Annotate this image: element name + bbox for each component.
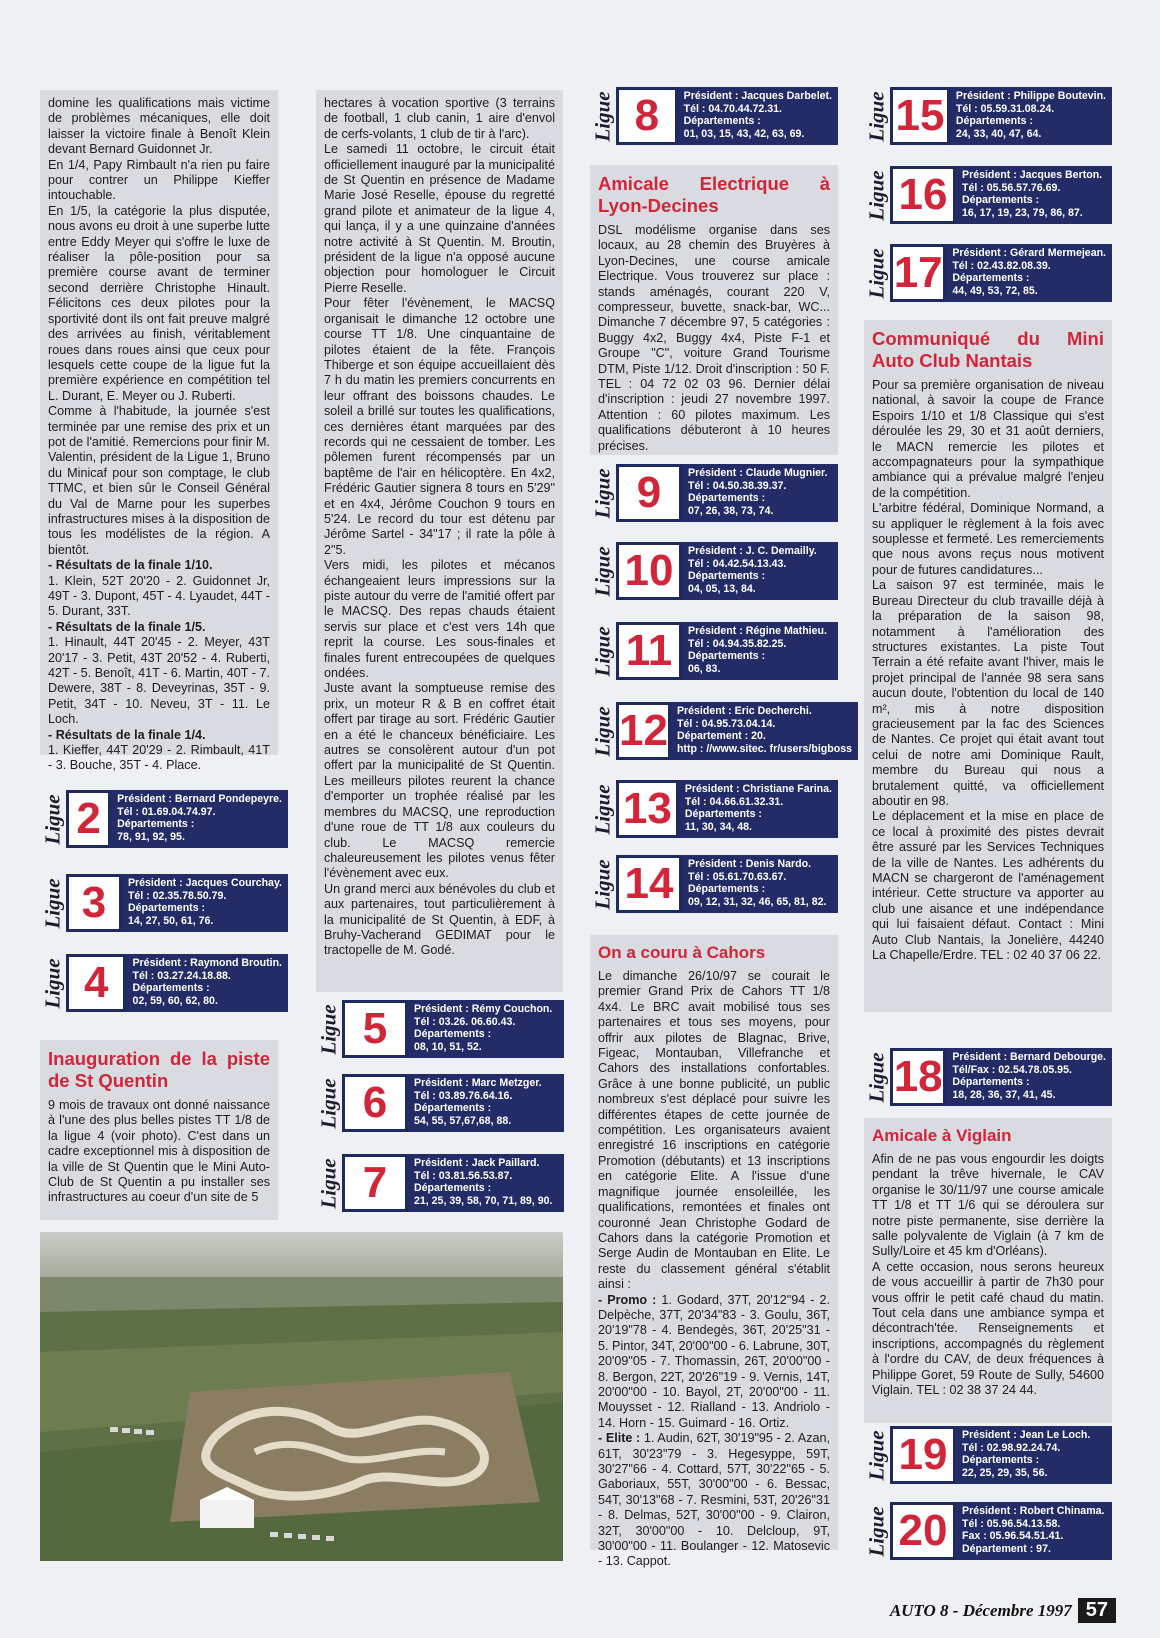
article-title: On a couru à Cahors (598, 943, 766, 962)
paragraph: En 1/4, Papy Rimbault n'a rien pu faire pour contrer un Philippe Kieffer intouchable. (48, 157, 270, 203)
results-text: 1. Audin, 62T, 30'19"95 - 2. Azan, 61T, 30'23"79 - 3. Hegesyppe, 59T, 30'27"66 - 4. Cottard, 57T, 30'22"65 - 5. Gaboriaux, 55T, 30'00"00 - 6. Bessac, 54T, 30'13"68 - 7. Resmini, 53T, 20'26"31 - 8. Delmas, 52T, 30'00"00 - 9. Clairon, 32T, 30'00"00 - 10. Delcloup, 9T, 30'00"00 - 11. Boulanger - 12. Matosevic - 13. Cappot. (598, 1431, 831, 1569)
results-heading: - Résultats de la finale 1/10. (48, 558, 213, 573)
ligue-info: Président : Régine Mathieu. Tél : 04.94.35.82.25. Départements : 06, 83. (682, 622, 838, 680)
ligue-label: Ligue (864, 1051, 889, 1103)
ligue-label: Ligue (864, 90, 889, 142)
stquentin-article (40, 1040, 278, 1220)
ligue-number: 2 (66, 790, 111, 848)
ligue-box-19 (864, 1424, 1112, 1486)
ligue-box-8 (590, 85, 838, 147)
results-heading: - Elite : (598, 1431, 641, 1446)
ligue-number: 10 (616, 542, 682, 600)
ligue-number: 13 (616, 780, 679, 838)
ligue-number: 4 (66, 954, 126, 1012)
ligue-info: Président : Robert Chinama. Tél : 05.96.54.13.58. Fax : 05.96.54.51.41. Département : 97. (956, 1502, 1112, 1560)
paragraph: L'arbitre fédéral, Dominique Normand, a su appliquer le règlement à la fois avec souplesse et fermeté. Les remerciements que nous avons reçus nous motivent pour de futures candidatures... (872, 501, 1104, 577)
ligue-label: Ligue (590, 705, 615, 757)
ligue-info: Président : Philippe Boutevin. Tél : 05.59.31.08.24. Départements : 24, 33, 40, 47, 64. (950, 87, 1112, 145)
ligue-box-3 (40, 872, 288, 934)
ligue-label: Ligue (864, 1505, 889, 1557)
ligue-label: Ligue (590, 858, 615, 910)
ligue-info: Président : Denis Nardo. Tél : 05.61.70.63.67. Départements : 09, 12, 31, 32, 46, 65, 81, 82. (682, 855, 838, 913)
paragraph: Le samedi 11 octobre, le circuit était officiellement inauguré par la municipalité de St Quentin en présence de Madame Marie José Reselle, épouse du regretté grand pilote et animateur de la ligue 4, qui lança, il y a une quinzaine d'années notre activité à St Quentin. M. Broutin, président de la ligue n'a opposé aucune objection pour homologuer le Circuit Pierre Reselle. (324, 142, 555, 295)
paragraph: Juste avant la somptueuse remise des prix, un moteur R & B en coffret était offert par tirage au sort. Frédéric Gautier en a été le chanceux bénéficiaire. Les autres se consolèrent autour d'un pot offert par la municipalité de St Quentin. Les meilleurs pilotes reurent la chance d'emporter un trophée réalisé par les membres du MACSQ, une reproduction d'une roue de TT 1/8 aux couleurs du club. Le MACSQ remercie chaleureusement les pilotes venus fêter l'évènement avec eux. (324, 681, 555, 881)
results-heading: - Promo : (598, 1292, 657, 1307)
ligue-box-11 (590, 620, 838, 682)
paragraph: Comme à l'habitude, la journée s'est terminée par une remise des prix et un pot de l'amitié. Remercions pour finir M. Valentin, président de la Ligue 1, Bruno du Minicaf pour son comptage, le club TTMC, et bien sûr le Conseil Général du Val de Marne pour les superbes infrastructures mises à la disposition de tous les modélistes de la région. A bientôt. (48, 404, 270, 557)
ligue-label: Ligue (316, 1077, 341, 1129)
ligue-box-10 (590, 540, 838, 602)
magazine-issue: AUTO 8 - Décembre 1997 (889, 1600, 1072, 1620)
ligue-number: 9 (616, 464, 682, 522)
paragraph: La saison 97 est terminée, mais le Bureau Directeur du club travaille déjà à la préparation de la saison 98, notamment à l'amélioration des structures existantes. La piste Tout Terrain a été refaite avant l'hiver, mais le projet principal de l'année 98 sera sans aucun doute, l'obtention du local de 140 m², mis à notre disposition gracieusement par la fac des Sciences de Nantes. Ce projet qui était avant tout celui de notre ami Dominique Rault, membre du Bureau qui nous a brutalement quitté, va officiellement aboutir en 98. (872, 578, 1104, 808)
ligue-box-9 (590, 462, 838, 524)
ligue-box-4 (40, 952, 288, 1014)
ligue-info: Président : Eric Decherchi. Tél : 04.95.73.04.14. Département : 20. http : //www.sitec. fr/users/bigboss (671, 702, 858, 760)
ligue-label: Ligue (590, 90, 615, 142)
ligue-box-6 (316, 1072, 564, 1134)
ligue-label: Ligue (590, 545, 615, 597)
paragraph: Un grand merci aux bénévoles du club et aux partenaires, tout particulièrement à la municipalité de St Quentin, à EDF, à Bruhy-Vacherand GEDIMAT pour le tractopelle de M. Godé. (324, 881, 555, 958)
paragraph: DSL modélisme organise dans ses locaux, au 28 chemin des Bruyères à Lyon-Decines, une course amicale Electrique. Vous trouverez sur place : stands aménagés, courant 220 V, compresseur, buvette, snack-bar, WC... Dimanche 7 décembre 97, 5 catégories : Buggy 4x2, Buggy 4x4, Piste F-1 et Groupe "C", voiture Grand Tourisme DTM, Piste 1/12. Droit d'inscription : 50 F. TEL : 04 72 02 03 96. Dernier délai d'inscription : jeudi 27 novembre 1997. Attention : 60 pilotes maximum. Les qualifications débuteront à 10 heures précises. (598, 223, 830, 453)
ligue-box-7 (316, 1152, 564, 1214)
ligue-info: Président : Marc Metzger. Tél : 03.89.76.64.16. Départements : 54, 55, 57,67,68, 88. (408, 1074, 564, 1132)
results-text: 1. Kieffer, 44T 20'29 - 2. Rimbault, 41T - 3. Bouche, 35T - 4. Place. (48, 743, 270, 773)
ligue-info: Président : Bernard Pondepeyre. Tél : 01.69.04.74.97. Départements : 78, 91, 92, 95. (111, 790, 288, 848)
ligue-label: Ligue (864, 247, 889, 299)
article-title: Amicale à Viglain (872, 1126, 1012, 1145)
ligue-info: Président : Claude Mugnier. Tél : 04.50.38.39.37. Départements : 07, 26, 38, 73, 74. (682, 464, 838, 522)
ligue-number: 11 (616, 622, 682, 680)
ligue-number: 16 (890, 166, 956, 224)
cahors-article (590, 935, 838, 1569)
ligue-number: 6 (342, 1074, 408, 1132)
results-heading: - Résultats de la finale 1/4. (48, 727, 206, 742)
ligue-label: Ligue (590, 625, 615, 677)
article-title: Communiqué du Mini Auto Club Nantais (872, 328, 1104, 371)
results-text: 1. Godard, 37T, 20'12"94 - 2. Delpèche, 37T, 20'34"83 - 3. Goulu, 36T, 20'19"78 - 4. Bendegès, 36T, 20'25"31 - 5. Pintor, 34T, 20'00"00 - 6. Labrune, 30T, 20'09"05 - 7. Thomassin, 26T, 20'00"00 - 8. Bergon, 22T, 20'26"19 - 9. Vernis, 14T, 20'00"00 - 10. Bayol, 2T, 20'00"00 - 11. Mouysset - 12. Rialland - 13. Andriolo - 14. Horn - 15. Guimard - 16. Ortiz. (598, 1292, 831, 1430)
ligue-info: Président : Raymond Broutin. Tél : 03.27.24.18.88. Départements : 02, 59, 60, 62, 80. (126, 954, 288, 1012)
ligue-number: 18 (890, 1048, 946, 1106)
page-number: 57 (1078, 1598, 1116, 1623)
ligue-number: 3 (66, 874, 122, 932)
ligue-label: Ligue (40, 793, 65, 845)
ligue-box-5 (316, 998, 564, 1060)
ligue-box-12 (590, 700, 852, 762)
page-footer (890, 1598, 1116, 1623)
ligue-number: 7 (342, 1154, 408, 1212)
ligue-label: Ligue (316, 1157, 341, 1209)
ligue-number: 5 (342, 1000, 408, 1058)
ligue-box-16 (864, 164, 1112, 226)
paragraph: hectares à vocation sportive (3 terrains de football, 1 club canin, 1 aire d'envol de cerfs-volants, 1 club de tir à l'arc). (324, 96, 555, 141)
paragraph: Le dimanche 26/10/97 se courait le premier Grand Prix de Cahors TT 1/8 4x4. Le BRC avait mobilisé tous ses partenaires et tous ses moyens, pour offrir aux pilotes de Blagnac, Brive, Figeac, Montauban, Villefranche et Cahors des installations confortables. Grâce à une bonne publicité, un public nombreux s'est déplacé pour suivre les différentes étapes de cette journée de compétition. Les organisateurs avaient enregistré 16 inscriptions en catégorie Promotion (débutants) et 13 inscriptions en catégorie Elite. A l'issue d'une magnifique journée ensoleillée, les qualifications, remontées et finales ont couronné Jean Christophe Godard de Cahors dans la catégorie Promotion et Serge Audin de Montauban en Elite. Le reste du classement général s'établit ainsi : (598, 969, 830, 1292)
results-text: 1. Klein, 52T 20'20 - 2. Guidonnet Jr, 49T - 3. Dupont, 45T - 4. Lyaudet, 44T - 5. Durant, 33T. (48, 573, 270, 619)
lyon-article (590, 165, 838, 455)
nantes-article (864, 320, 1112, 1012)
viglain-article (864, 1118, 1112, 1423)
ligue-box-14 (590, 853, 838, 915)
ligue-label: Ligue (590, 783, 615, 835)
paragraph: 9 mois de travaux ont donné naissance à l'une des plus belles pistes TT 1/8 de la ligue 4 (voir photo). C'est dans un cadre exceptionnel mis à disposition de la ville de St Quentin que le Mini Auto-Club de St Quentin a pu installer ses infrastructures au coeur d'un site de 5 (48, 1098, 270, 1205)
ligue-label: Ligue (40, 957, 65, 1009)
results-text: 1. Hinault, 44T 20'45 - 2. Meyer, 43T 20'17 - 3. Petit, 43T 20'52 - 4. Ruberti, 42T - 5. Benoît, 41T - 6. Martin, 40T - 7. Dewere, 38T - 8. Deveyrinas, 35T - 9. Petit, 34T - 10. Neveu, 3T - 11. Le Loch. (48, 635, 270, 727)
ligue-label: Ligue (864, 169, 889, 221)
ligue-info: Président : Rémy Couchon. Tél : 03.26. 06.60.43. Départements : 08, 10, 51, 52. (408, 1000, 564, 1058)
ligue-label: Ligue (40, 877, 65, 929)
paragraph: Pour fêter l'évènement, le MACSQ organisait le dimanche 12 octobre une course TT 1/8. Une cinquantaine de pilotes étaient de la fête. François Thiberge et son équipe accueillaient dès 7 h du matin les premiers concurrents en leur offrant des boissons chaudes. Le soleil a brillé sur toutes les qualifications, ces dernières étant marquées par des records qui ne cessaient de tomber. Les pôlemen furent récompensés par un baptême de l'air en hélicoptère. En 4x2, Frédéric Gautier signera 8 tours en 5'29" et en 4x4, Jérôme Couchon 9 tours en 5'24. Le record du tour est détenu par Jérôme Sartel - 34"17 ; il rate la pôle à 2"5. (324, 296, 555, 557)
results-heading: - Résultats de la finale 1/5. (48, 619, 206, 634)
ligue-number: 17 (890, 244, 946, 302)
ligue-info: Président : Gérard Mermejean. Tél : 02.43.82.08.39. Départements : 44, 49, 53, 72, 85. (946, 244, 1112, 302)
ligue-box-18 (864, 1046, 1112, 1108)
paragraph: Le déplacement et la mise en place de ce local à proximité des pistes devrait être assuré par les Services Techniques de la ville de Nantes. Les adhérents du MACN se chargeront de l'aménagement intérieur. Cette structure va apporter au club une aisance et une indépendance qui lui faisaient défaut. Contact : Mini Auto Club Nantais, la Jonelière, 44240 La Chapelle/Erdre. TEL : 02 40 37 06 22. (872, 809, 1104, 963)
article-column-2 (316, 90, 563, 992)
ligue-label: Ligue (590, 467, 615, 519)
ligue-label: Ligue (316, 1003, 341, 1055)
ligue-info: Président : Jean Le Loch. Tél : 02.98.92.24.74. Départements : 22, 25, 29, 35, 56. (956, 1426, 1112, 1484)
ligue-number: 15 (890, 87, 950, 145)
ligue-box-13 (590, 778, 838, 840)
track-aerial-photo (40, 1232, 563, 1561)
ligue-number: 12 (616, 702, 671, 760)
article-title: Amicale Electrique à Lyon-Decines (598, 173, 830, 216)
ligue-info: Président : Christiane Farina. Tél : 04.66.61.32.31. Départements : 11, 30, 34, 48. (679, 780, 838, 838)
paragraph: En 1/5, la catégorie la plus disputée, nous avons eu droit à une superbe lutte entre Eddy Meyer qui s'offre le luxe de réaliser la pôle-position pour sa première course avant de terminer second derrière Christophe Hinault. Félicitons ces deux pilotes pour la sportivité dont ils ont fait preuve malgré des arrivées au finish, véritablement roues dans roues ainsi que ceux pour lesquels cette coupe de la ligue fut la première expérience en compétition tel L. Durant, E. Meyer ou J. Ruberti. (48, 203, 270, 403)
article-column-1 (40, 90, 278, 773)
paragraph: Pour sa première organisation de niveau national, à savoir la coupe de France Espoirs 1/10 et 1/8 Classique qui s'est déroulée les 29, 30 et 31 août derniers, le MACN remercie les pilotes et accompagnateurs pour la sympathique ambiance qui a prévalue malgré l'enjeu de la compétition. (872, 378, 1104, 500)
ligue-info: Président : J. C. Demailly. Tél : 04.42.54.13.43. Départements : 04, 05, 13, 84. (682, 542, 838, 600)
ligue-info: Président : Jacques Darbelet. Tél : 04.70.44.72.31. Départements : 01, 03, 15, 43, 42, 63, 69. (678, 87, 838, 145)
paragraph: A cette occasion, nous serons heureux de vous accueillir à partir de 7h30 pour vous offrir le petit café chaud du matin. Tout cela dans une ambiance sympa et décontrach'tée. Renseignements et inscriptions, accompagnés du règlement à l'ordre du CAV, de deux fréquences à Philippe Goret, 59 Route de Sully, 54600 Viglain. TEL : 02 38 37 24 44. (872, 1259, 1104, 1398)
ligue-box-15 (864, 85, 1112, 147)
ligue-info: Président : Bernard Debourge. Tél/Fax : 02.54.78.05.95. Départements : 18, 28, 36, 37, 41, 45. (946, 1048, 1112, 1106)
ligue-number: 14 (616, 855, 682, 913)
paragraph: Vers midi, les pilotes et mécanos échangeaient leurs impressions sur la piste autour du verre de l'amitié offert par le MACSQ. Des repas chauds étaient servis sur place et c'est vers 14h que reprit la course. Les sous-finales et finales furent entrecoupées de quelques ondées. (324, 558, 555, 681)
track-photo-illustration (40, 1232, 563, 1561)
ligue-number: 8 (616, 87, 678, 145)
ligue-number: 20 (890, 1502, 956, 1560)
paragraph: Afin de ne pas vous engourdir les doigts pendant la trêve hivernale, le CAV organise le 30/11/97 une course amicale TT 1/8 et TT 1/6 qui se déroulera sur notre piste permanente, sise derrière la salle polyvalente de Viglain (à 7 km de Sully/Loire et 45 km d'Orléans). (872, 1152, 1104, 1259)
ligue-box-2 (40, 788, 288, 850)
paragraph: domine les qualifications mais victime de problèmes mécaniques, elle doit laisser la victoire finale à Benoît Klein devant Bernard Guidonnet Jr. (48, 96, 270, 157)
article-title: Inauguration de la piste de St Quentin (48, 1048, 270, 1091)
ligue-box-17 (864, 242, 1112, 304)
ligue-box-20 (864, 1500, 1112, 1562)
ligue-info: Président : Jack Paillard. Tél : 03.81.56.53.87. Départements : 21, 25, 39, 58, 70, 71, 89, 90. (408, 1154, 564, 1212)
ligue-info: Président : Jacques Courchay. Tél : 02.35.78.50.79. Départements : 14, 27, 50, 61, 76. (122, 874, 288, 932)
ligue-number: 19 (890, 1426, 956, 1484)
ligue-label: Ligue (864, 1429, 889, 1481)
ligue-info: Président : Jacques Berton. Tél : 05.56.57.76.69. Départements : 16, 17, 19, 23, 79, 86, 87. (956, 166, 1112, 224)
